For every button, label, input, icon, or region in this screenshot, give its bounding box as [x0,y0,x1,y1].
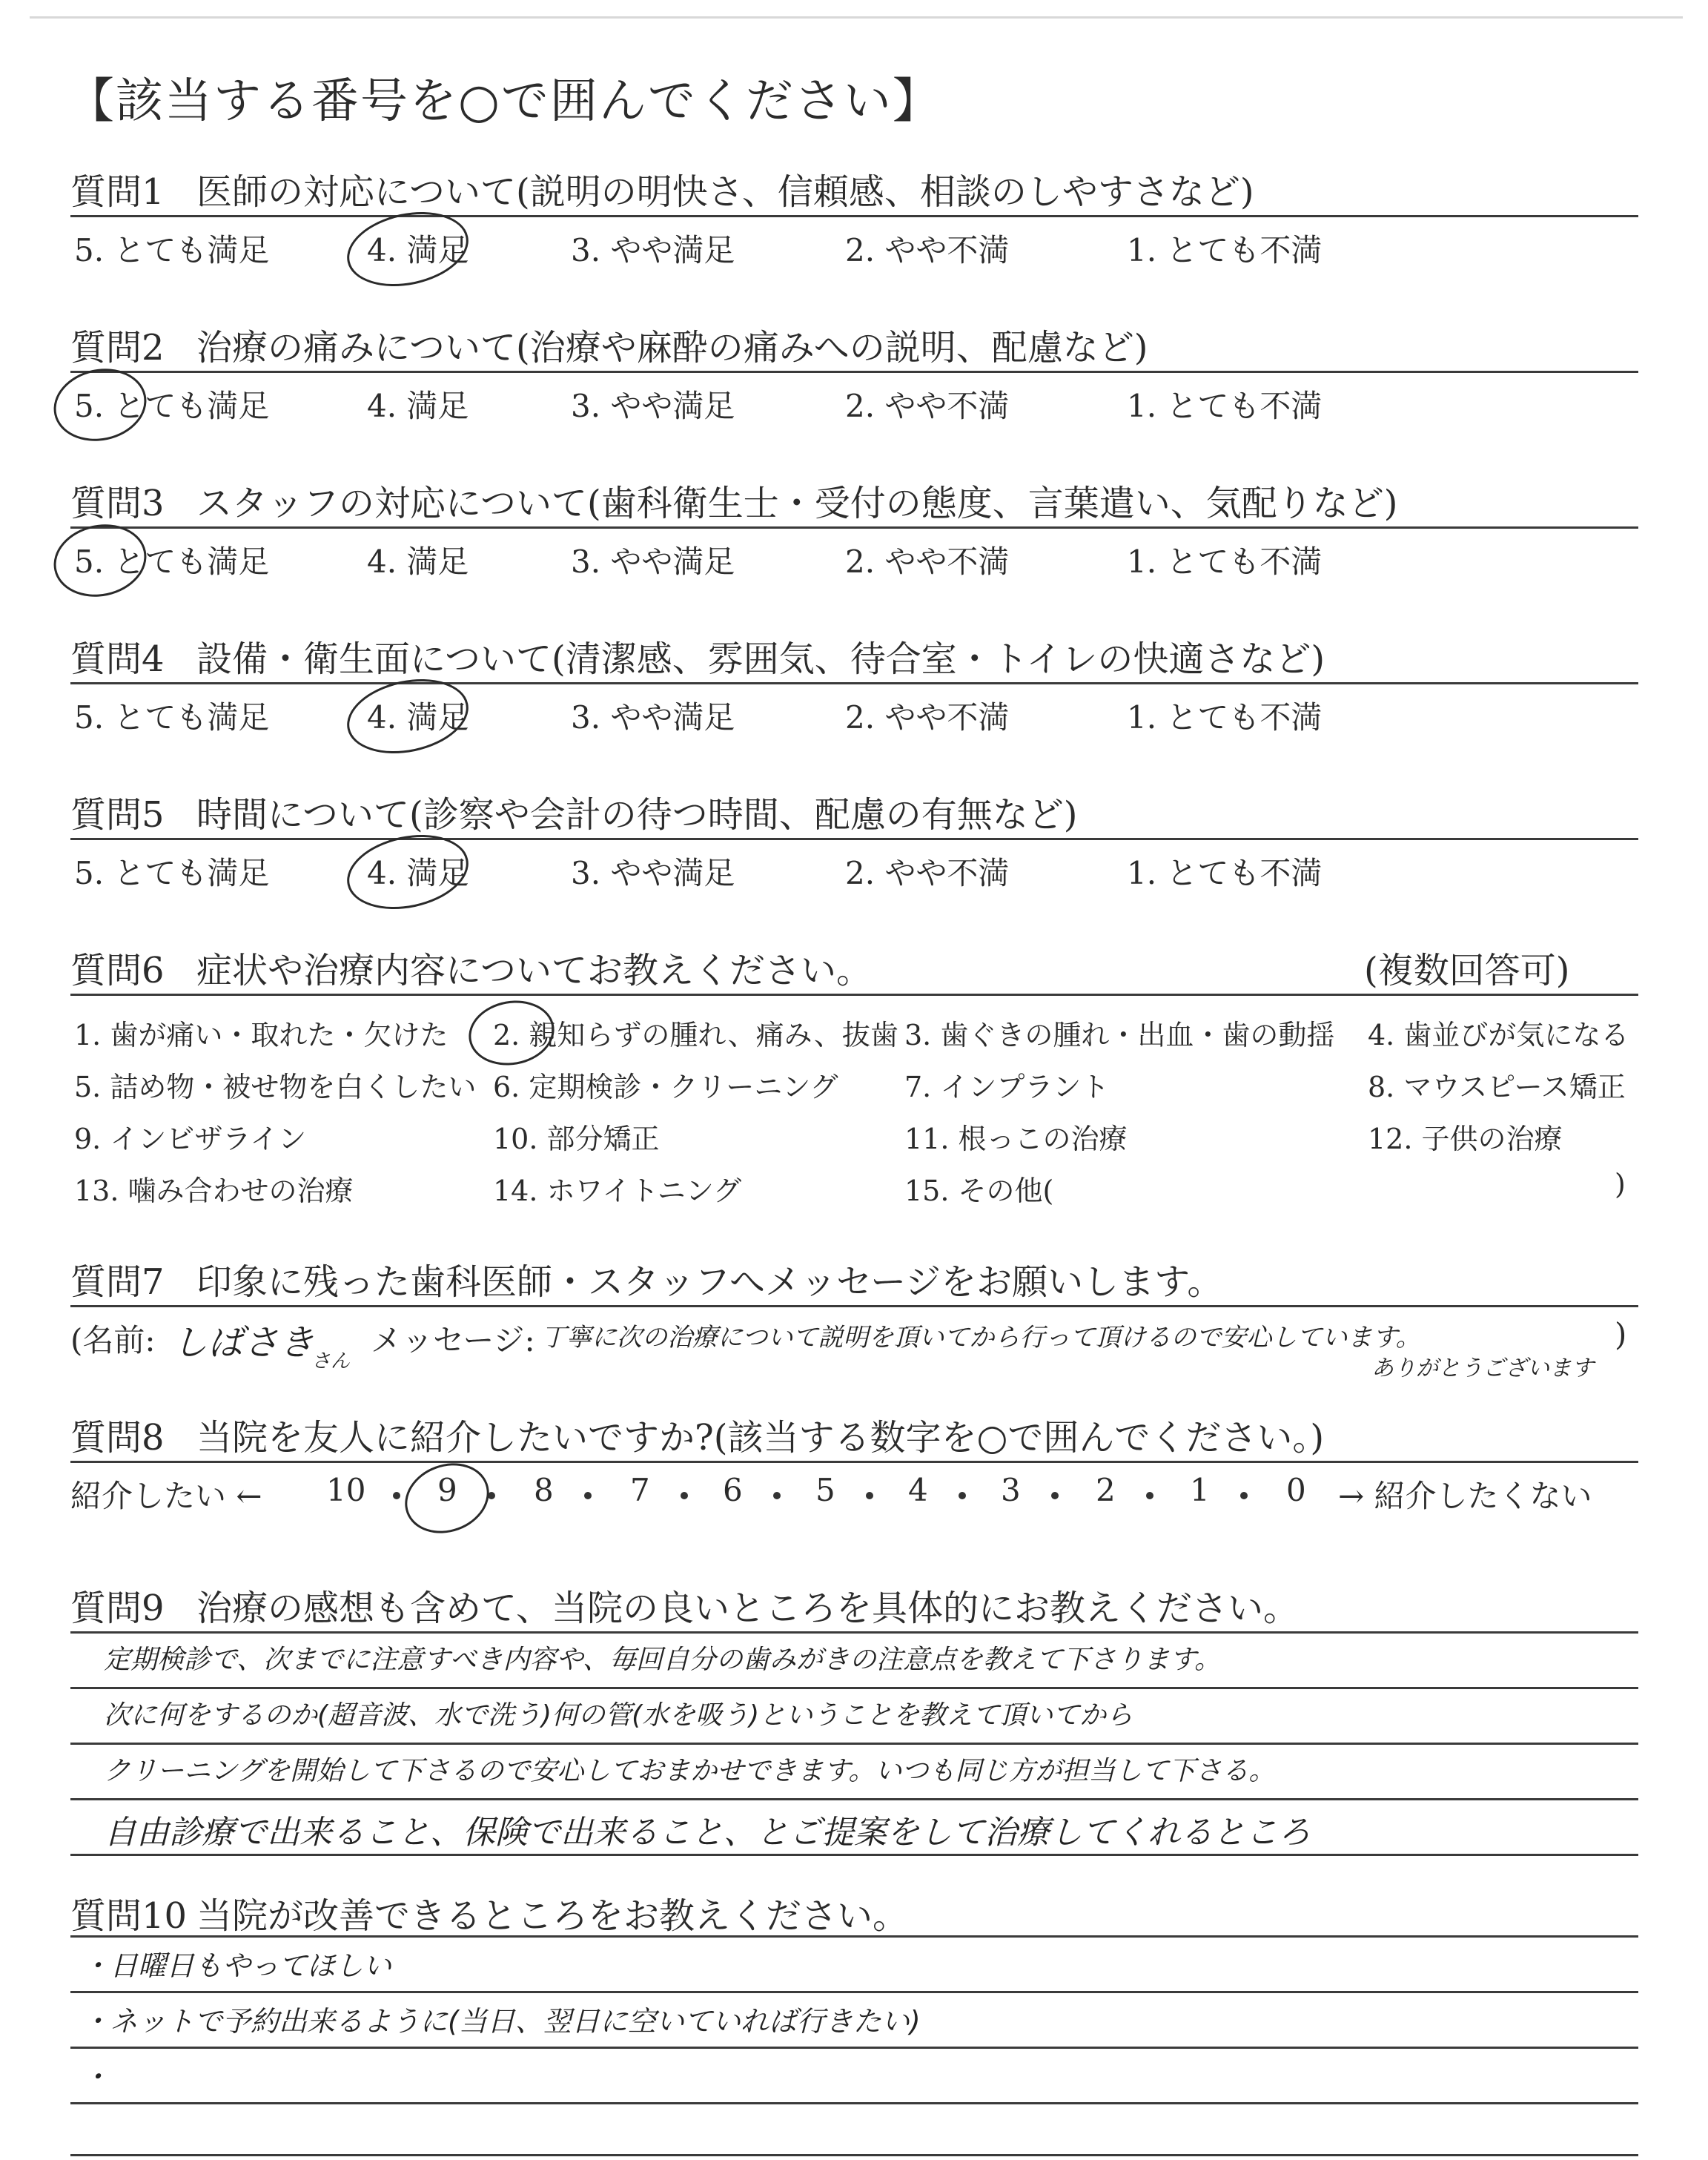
q2-option-3[interactable]: 3. やや満足 [571,388,735,424]
q4-option-2[interactable]: 2. やや不満 [845,699,1010,736]
recommend-10[interactable]: 10 [326,1472,366,1508]
rule-q10-4 [70,2154,1638,2156]
scale-dot [773,1492,781,1499]
name-label: (名前: [70,1322,156,1358]
q4-option-5[interactable]: 5. とても満足 [74,699,270,736]
scale-dot [1051,1492,1059,1499]
q6-option-5[interactable]: 5. 詰め物・被せ物を白くしたい [74,1071,477,1103]
rule-q2 [70,371,1638,373]
q6-option-4[interactable]: 4. 歯並びが気になる [1368,1019,1629,1051]
recommend-0[interactable]: 0 [1286,1472,1306,1508]
q9-line-3[interactable]: クリーニングを開始して下さるので安心しておまかせできます。いつも同じ方が担当して下さる。 [104,1756,1276,1786]
q6-option-15[interactable]: 15. その他( [904,1175,1054,1207]
q6-option-13[interactable]: 13. 噛み合わせの治療 [74,1175,354,1207]
q6-option-16: ) [1615,1168,1626,1200]
rule-q9-0 [70,1631,1638,1634]
rule-q9-3 [70,1798,1638,1800]
q9-line-1[interactable]: 定期検診で、次までに注意すべき内容や、毎回自分の歯みがきの注意点を教えて下さります。 [104,1645,1221,1675]
q2-option-4[interactable]: 4. 満足 [367,388,469,424]
scale-dot [393,1492,400,1499]
answer-circle [47,516,153,605]
answer-circle-q8 [395,1452,499,1545]
message-value-2: ありがとうございます [1371,1355,1594,1381]
q6-option-7[interactable]: 7. インプラント [904,1071,1110,1103]
recommend-right-label: → 紹介したくない [1338,1478,1592,1514]
q2-option-5[interactable]: 5. とても満足 [74,388,270,424]
q6-option-9[interactable]: 9. インビザライン [74,1123,307,1155]
recommend-5[interactable]: 5 [815,1472,835,1508]
q6-option-12[interactable]: 12. 子供の治療 [1368,1123,1563,1155]
q6-option-1[interactable]: 1. 歯が痛い・取れた・欠けた [74,1019,448,1051]
q1-option-2[interactable]: 2. やや不満 [845,232,1010,268]
rule-q10-1 [70,1991,1638,1993]
q3-option-4[interactable]: 4. 満足 [367,544,469,580]
question-text: 治療の痛みについて(治療や麻酔の痛みへの説明、配慮など) [196,327,1148,369]
question-number: 質問5 [70,794,165,836]
rule-q8 [70,1461,1638,1463]
page-title: 【該当する番号を○で囲んでください】 [67,74,941,129]
q10-line-2[interactable]: ・ネットで予約出来るように(当日、翌日に空いていれば行きたい) [82,2005,921,2038]
q1-option-1[interactable]: 1. とても不満 [1127,232,1323,268]
message-value[interactable]: 丁寧に次の治療について説明を頂いてから行って頂けるので安心しています。 [541,1323,1421,1353]
q6-option-3[interactable]: 3. 歯ぐきの腫れ・出血・歯の動揺 [904,1019,1335,1051]
question-text: スタッフの対応について(歯科衛生士・受付の態度、言葉遣い、気配りなど) [196,483,1398,524]
q3-option-5[interactable]: 5. とても満足 [74,544,270,580]
rule-q10-2 [70,2047,1638,2049]
name-suffix: さん [311,1350,351,1373]
q3-option-2[interactable]: 2. やや不満 [845,544,1010,580]
q10-line-3[interactable]: ・ [82,2061,110,2093]
q6-option-8[interactable]: 8. マウスピース矯正 [1368,1071,1626,1103]
q6-option-10[interactable]: 10. 部分矯正 [493,1123,660,1155]
rule-q10-0 [70,1935,1638,1938]
rule-q3 [70,526,1638,529]
question-number: 質問3 [70,483,165,524]
question-9: 質問9 治療の感想も含めて、当院の良いところを具体的にお教えください。 [70,1588,1300,1629]
answer-circle-q6 [463,994,559,1072]
scale-dot [584,1492,592,1499]
recommend-4[interactable]: 4 [908,1472,928,1508]
q1-option-3[interactable]: 3. やや満足 [571,232,735,268]
rule-q1 [70,215,1638,217]
recommend-8[interactable]: 8 [534,1472,554,1508]
multiple-answer-note: (複数回答可) [1364,950,1570,991]
question-7: 質問7 印象に残った歯科医師・スタッフへメッセージをお願いします。 [70,1261,1223,1303]
recommend-left-label: 紹介したい ← [70,1478,262,1514]
question-2 [70,319,1148,370]
question-number: 質問1 [70,171,165,213]
q6-option-11[interactable]: 11. 根っこの治療 [904,1123,1128,1155]
q5-option-3[interactable]: 3. やや満足 [571,855,735,891]
q4-option-3[interactable]: 3. やや満足 [571,699,735,736]
q6-option-2[interactable]: 2. 親知らずの腫れ、痛み、抜歯 [493,1019,898,1051]
q5-option-4[interactable]: 4. 満足 [367,855,469,891]
q9-line-4[interactable]: 自由診療で出来ること、保険で出来ること、とご提案をして治療してくれるところ [104,1814,1311,1852]
q5-option-5[interactable]: 5. とても満足 [74,855,270,891]
answer-circle [47,360,153,449]
name-value[interactable]: しばさき [172,1322,315,1364]
q9-line-2[interactable]: 次に何をするのか(超音波、水で洗う)何の管(水を吸う)ということを教えて頂いてから [104,1700,1133,1731]
q6-option-14[interactable]: 14. ホワイトニング [493,1175,742,1207]
q3-option-1[interactable]: 1. とても不満 [1127,544,1323,580]
recommend-6[interactable]: 6 [723,1472,743,1508]
recommend-1[interactable]: 1 [1190,1472,1210,1508]
question-1 [70,163,1254,214]
question-5 [70,786,1078,837]
recommend-9[interactable]: 9 [437,1472,457,1508]
question-4 [70,630,1325,681]
q3-option-3[interactable]: 3. やや満足 [571,544,735,580]
scale-dot [1146,1492,1153,1499]
rule-q6 [70,994,1638,996]
q4-option-1[interactable]: 1. とても不満 [1127,699,1323,736]
question-text: 時間について(診察や会計の待つ時間、配慮の有無など) [196,794,1078,836]
scale-dot [1240,1492,1248,1499]
q1-option-4[interactable]: 4. 満足 [367,232,469,268]
scale-dot [681,1492,688,1499]
recommend-2[interactable]: 2 [1096,1472,1116,1508]
rule-q7 [70,1305,1638,1307]
top-border [30,16,1683,19]
rule-q4 [70,682,1638,684]
question-number: 質問4 [70,638,165,680]
rule-q9-1 [70,1687,1638,1689]
q6-option-6[interactable]: 6. 定期検診・クリーニング [493,1071,838,1103]
q1-option-5[interactable]: 5. とても満足 [74,232,270,268]
scale-dot [866,1492,873,1499]
rule-q9-2 [70,1743,1638,1745]
question-3 [70,475,1398,526]
question-8: 質問8 当院を友人に紹介したいですか?(該当する数字を○で囲んでください。) [70,1417,1325,1459]
q2-option-2[interactable]: 2. やや不満 [845,388,1010,424]
question-text: 設備・衛生面について(清潔感、雰囲気、待合室・トイレの快適さなど) [196,638,1325,680]
recommend-3[interactable]: 3 [1001,1472,1021,1508]
q4-option-4[interactable]: 4. 満足 [367,699,469,736]
scale-dot [959,1492,966,1499]
q5-option-1[interactable]: 1. とても不満 [1127,855,1323,891]
q10-line-1[interactable]: ・日曜日もやってほしい [82,1949,392,1982]
rule-q9-4 [70,1854,1638,1856]
question-number: 質問2 [70,327,165,369]
message-label: メッセージ: [371,1322,535,1358]
recommend-7[interactable]: 7 [630,1472,650,1508]
question-10: 質問10 当院が改善できるところをお教えください。 [70,1895,909,1937]
rule-q10-3 [70,2102,1638,2104]
question-6: 質問6 症状や治療内容についてお教えください。 [70,950,873,991]
message-close: ) [1615,1316,1627,1353]
question-text: 医師の対応について(説明の明快さ、信頼感、相談のしやすさなど) [196,171,1254,213]
rule-q5 [70,838,1638,840]
q5-option-2[interactable]: 2. やや不満 [845,855,1010,891]
q2-option-1[interactable]: 1. とても不満 [1127,388,1323,424]
